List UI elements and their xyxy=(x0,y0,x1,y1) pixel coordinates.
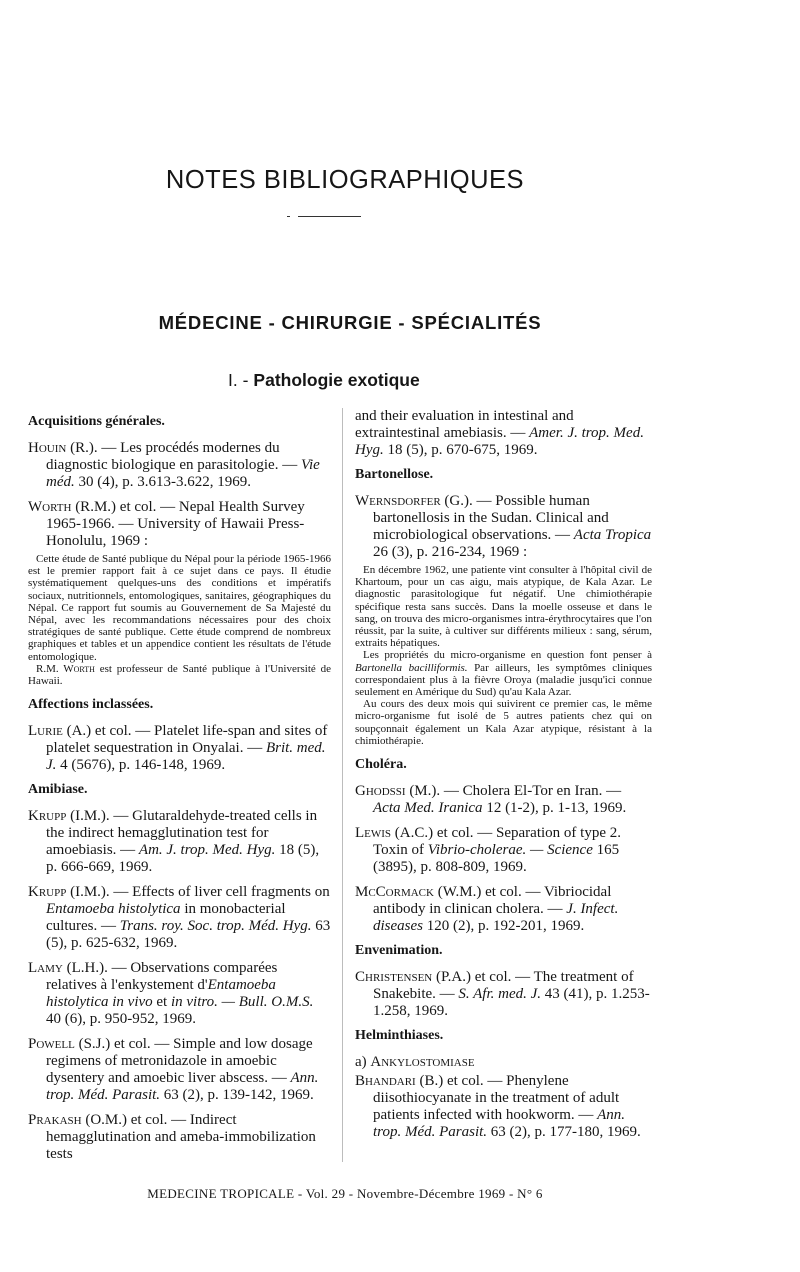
entry-author: Houin (R.). xyxy=(28,440,98,456)
entry-author: Lewis (A.C.) xyxy=(355,825,434,842)
bib-entry-lamy xyxy=(28,960,331,1028)
entry-text: et col. — Separation of type 2. Toxin of xyxy=(373,825,621,859)
entry-ref: 120 (2), p. 192-201, 1969. xyxy=(423,918,585,935)
category-heading-bartonellose: Bartonellose. xyxy=(355,467,434,482)
annotation-sign-author: R.M. Worth xyxy=(36,662,95,675)
entry-author: Worth (R.M.) xyxy=(28,499,117,515)
category-heading-helminthiases: Helminthiases. xyxy=(355,1028,444,1044)
entry-journal: Am. J. trop. Med. Hyg. xyxy=(138,842,276,859)
entry-ref-2: 40 (6), p. 950-952, 1969. xyxy=(46,1011,196,1028)
bib-entry-krupp-2 xyxy=(28,884,331,952)
entry-author: Powell (S.J.) xyxy=(28,1036,111,1053)
entry-author: Prakash (O.M.) xyxy=(28,1112,127,1129)
entry-text: — Possible human bartonellosis in the Sudan. Clinical and microbiological observations. — xyxy=(373,493,609,543)
bib-entry-continuation xyxy=(355,408,652,459)
category-heading-envenimation: Envenimation. xyxy=(355,943,443,959)
section-heading: MÉDECINE - CHIRURGIE - SPÉCIALITÉS xyxy=(158,312,542,333)
annotation-wernsdorfer xyxy=(355,564,652,747)
entry-journal: Vibrio-cholerae. — Science xyxy=(427,842,593,859)
bib-entry-christensen xyxy=(355,969,652,1020)
entry-text: — Glutaraldehyde-treated cells in the indirect hemagglutination test for amoebiasis. — xyxy=(46,808,318,859)
entry-journal-2: Trans. roy. Soc. trop. Méd. Hyg. xyxy=(119,918,312,935)
entry-ref: 165 (3895), p. 808-809, 1969. xyxy=(373,842,620,876)
entry-text: — Les procédés modernes du diagnostic biologique en parasitologie. — xyxy=(46,440,301,473)
entry-journal: Entamoeba histolytica in vivo xyxy=(46,977,276,1011)
subsection-number: I. - xyxy=(228,370,249,390)
entry-journal-2: in vitro. — Bull. O.M.S. xyxy=(170,994,314,1011)
entry-author: Lamy (L.H.). xyxy=(28,960,108,977)
entry-ref: in monobacterial cultures. — xyxy=(46,901,286,935)
entry-text: et col. — Platelet life-span and sites of platelet sequestration in Onyalai. — xyxy=(46,723,328,757)
annotation-sign-text: est professeur de Santé publique à l'Université de Hawaii. xyxy=(28,662,331,688)
annotation-paragraph: En décembre 1962, une patiente vint consulter à l'hôpital civil de Khartoum, pour un cas aigu, mais atypique, de Kala Azar. Le diagnostic parasitologique fut négatif. Une chimiothérapie spécifique resta sans succès. Dans la moelle osseuse et dans le sang, on trouva des micro-organismes intra-érythrocytaires que l'on réussit, par la suite, à cultiver sur différents milieux : sang, sérum, extraits hépatiques. xyxy=(355,564,652,650)
entry-ref: 30 (4), p. 3.613-3.622, 1969. xyxy=(74,474,251,490)
subcategory-ankylostomiase xyxy=(355,1054,652,1071)
title-dot xyxy=(287,216,290,217)
entry-journal: J. Infect. diseases xyxy=(373,901,619,935)
bib-entry-mccormack xyxy=(355,884,652,935)
page-footer: MEDECINE TROPICALE - Vol. 29 - Novembre-Décembre 1969 - N° 6 xyxy=(147,1186,543,1201)
entry-journal: Amer. J. trop. Med. Hyg. xyxy=(355,425,644,458)
bib-entry-houin xyxy=(28,440,331,491)
entry-journal: Vie méd. xyxy=(46,457,320,490)
entry-text: et col. — Nepal Health Survey 1965-1966. — University of Hawaii Press-Honolulu, 1969 : xyxy=(46,499,305,549)
entry-ref: 63 (2), p. 139-142, 1969. xyxy=(160,1087,314,1104)
entry-text: and their evaluation in intestinal and extraintestinal amebiasis. — xyxy=(355,408,574,441)
entry-journal: Ann. trop. Méd. Parasit. xyxy=(46,1070,319,1104)
entry-author: Wernsdorfer (G.). xyxy=(355,493,473,509)
entry-author: Krupp (I.M.). xyxy=(28,808,110,825)
entry-text: — Effects of liver cell fragments on xyxy=(109,884,330,901)
entry-author: Lurie (A.) xyxy=(28,723,92,740)
bib-entry-prakash xyxy=(28,1112,331,1163)
entry-ref: 4 (5676), p. 146-148, 1969. xyxy=(56,757,226,774)
category-heading-inclassees: Affections inclassées. xyxy=(28,697,154,713)
entry-ref: 63 (2), p. 177-180, 1969. xyxy=(487,1124,641,1141)
left-column xyxy=(28,408,331,1171)
annotation-italic: Bartonella bacilliformis. xyxy=(355,661,468,674)
bib-entry-bhandari xyxy=(355,1073,652,1141)
column-divider xyxy=(342,408,343,1162)
annotation-paragraph: Au cours des deux mois qui suivirent ce premier cas, le même micro-organisme fut isolé de 5 autres patients chez qui on soupçonnait également un Kala Azar atypique, résistant à la chimiothérapie. xyxy=(355,698,652,747)
entry-ref: et xyxy=(152,994,171,1011)
category-heading-cholera: Choléra. xyxy=(355,757,407,773)
title-rule xyxy=(298,216,361,217)
bib-entry-lewis xyxy=(355,825,652,876)
right-column xyxy=(355,408,652,1149)
annotation-paragraph: Cette étude de Santé publique du Népal pour la période 1965-1966 est le premier rapport fait à ce sujet dans ce pays. Il étudie systématiquement quelques-uns des conditions et impératifs sociaux, nutritionnels, entomologiques, sanitaires, géographiques du Népal. Ce rapport fut soumis au Gouvernement de Sa Majesté du Népal, avec les recommandations nécessaires pour des choix stratégiques de santé publique. Cette étude comprend de nombreux graphiques et tables et un appendice contient les résultats de l'étude entomologique. xyxy=(28,553,331,663)
bib-entry-worth xyxy=(28,499,331,550)
entry-author: Christensen (P.A.) xyxy=(355,969,471,986)
annotation-text: Par ailleurs, les symptômes cliniques correspondaient plus à la fièvre Oroya (maladie jusqu'ici connue seulement en Amérique du Sud) qu'au Kala Azar. xyxy=(355,661,652,699)
category-heading-acquisitions: Acquisitions générales. xyxy=(28,414,165,429)
entry-ref-2: 63 (5), p. 625-632, 1969. xyxy=(46,918,331,952)
entry-journal: S. Afr. med. J. xyxy=(458,986,542,1003)
annotation-worth xyxy=(28,553,331,687)
entry-ref: 18 (5), p. 666-669, 1969. xyxy=(46,842,320,876)
entry-journal: Acta Med. Iranica xyxy=(373,800,483,817)
entry-author: Ghodssi (M.). xyxy=(355,783,441,800)
entry-author: Krupp (I.M.). xyxy=(28,884,110,901)
bib-entry-krupp-1 xyxy=(28,808,331,876)
bib-entry-lurie xyxy=(28,723,331,774)
entry-journal: Brit. med. J. xyxy=(46,740,326,774)
bib-entry-wernsdorfer xyxy=(355,493,652,561)
subsection-heading xyxy=(228,370,420,391)
bib-entry-powell xyxy=(28,1036,331,1104)
entry-author: Bhandari (B.) xyxy=(355,1073,444,1090)
entry-ref: 12 (1-2), p. 1-13, 1969. xyxy=(482,800,627,817)
annotation-text: Les propriétés du micro-organisme en question font penser à xyxy=(363,649,652,662)
entry-journal: Acta Tropica xyxy=(573,527,652,543)
entry-journal: Ann. trop. Méd. Parasit. xyxy=(373,1107,626,1141)
entry-text: et col. — The treatment of Snakebite. — xyxy=(373,969,634,1003)
entry-text: et col. — Indirect hemagglutination and ameba-immobilization tests xyxy=(46,1112,316,1163)
entry-ref: 43 (41), p. 1.253-1.258, 1969. xyxy=(373,986,650,1020)
subsection-label: Pathologie exotique xyxy=(253,370,420,390)
entry-author: McCormack (W.M.) xyxy=(355,884,482,901)
entry-text: — Cholera El-Tor en Iran. — xyxy=(440,783,622,800)
entry-text: et col. — Phenylene diisothiocyanate in the treatment of adult patients infected with hookworm. — xyxy=(373,1073,620,1124)
entry-text: et col. — Simple and low dosage regimens of metronidazole in amoebic dysentery and amoebic liver abscess. — xyxy=(46,1036,313,1087)
category-heading-amibiase: Amibiase. xyxy=(28,782,88,798)
subcategory-prefix: a) xyxy=(355,1054,371,1071)
entry-journal: Entamoeba histolytica xyxy=(46,901,181,918)
annotation-paragraph xyxy=(355,649,652,698)
entry-ref: 18 (5), p. 670-675, 1969. xyxy=(383,442,538,458)
bib-entry-ghodssi xyxy=(355,783,652,817)
entry-text: et col. — Vibriocidal antibody in clinican cholera. — xyxy=(373,884,612,918)
page-title: NOTES BIBLIOGRAPHIQUES xyxy=(165,166,525,194)
entry-ref: 26 (3), p. 216-234, 1969 : xyxy=(373,544,528,560)
entry-text: — Observations comparées relatives à l'enkystement d' xyxy=(46,960,278,994)
annotation-signature xyxy=(28,663,331,687)
subcategory-label: Ankylostomiase xyxy=(370,1054,475,1071)
